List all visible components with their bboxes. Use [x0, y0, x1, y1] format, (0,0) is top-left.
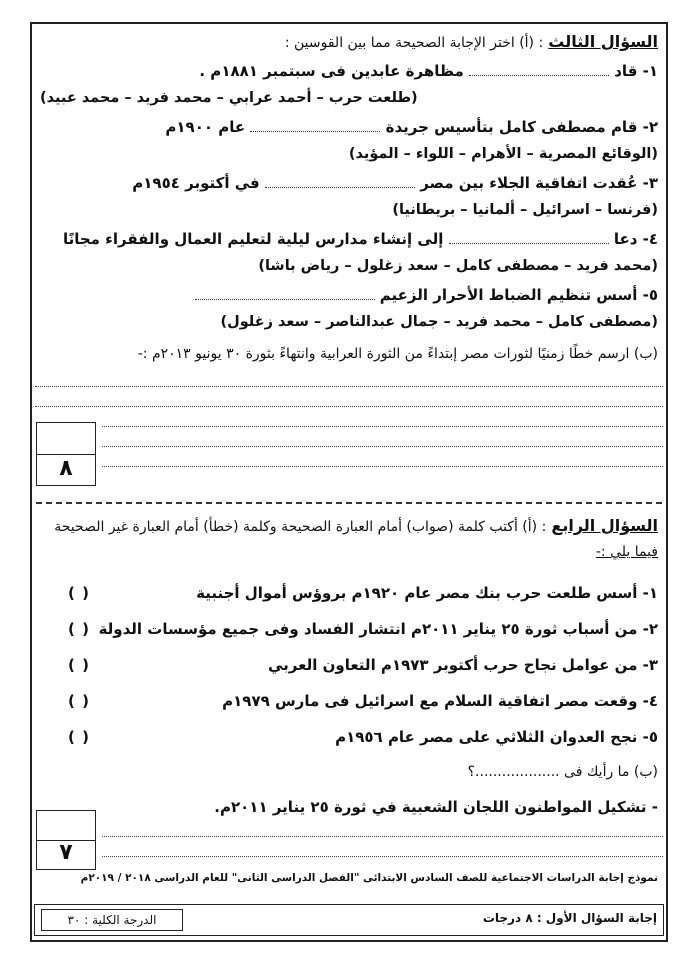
q3-instruction: : (أ) اختر الإجابة الصحيحة مما بين القوسين :	[284, 35, 544, 51]
q4-item-3: ٣- من عوامل نجاح حرب أكتوبر ١٩٧٣م التعاون العربي	[267, 656, 658, 674]
section-divider	[36, 502, 662, 504]
q4-mark-box	[36, 810, 96, 870]
q4-answer-5[interactable]: ( )	[68, 728, 90, 746]
q3-mark: ٨	[59, 456, 73, 481]
q4-item-1: ١- أسس طلعت حرب بنك مصر عام ١٩٢٠م بروؤس أموال أجنبية	[196, 584, 658, 602]
answer-blank[interactable]	[250, 119, 380, 132]
q3-part-b: (ب) ارسم خطًا زمنيًا لثورات مصر إبتداءً من الثورة العرابية وانتهاءً بثورة ٣٠ يونيو ٢٠١٣م :-	[137, 346, 658, 362]
answer-blank[interactable]	[449, 231, 609, 244]
answer-blank[interactable]	[265, 175, 415, 188]
q3-item-1	[199, 62, 658, 80]
answer-title: إجابة السؤال الأول : ٨ درجات	[482, 911, 657, 925]
q3-item-4-text: ٤- دعا	[613, 230, 658, 248]
q4-instruction-cont: فيما يلي :-	[595, 544, 658, 560]
exam-page	[30, 22, 668, 942]
q3-header	[285, 32, 658, 51]
q3-item-1-after: مظاهرة عابدين فى سبتمبر ١٨٨١م .	[199, 62, 464, 80]
q4-answer-4[interactable]: ( )	[68, 692, 90, 710]
q4-header	[54, 516, 658, 535]
q3-item-2-options: (الوقائع المصرية – الأهرام – اللواء – المؤيد)	[348, 146, 658, 162]
writing-line[interactable]	[35, 406, 663, 407]
q4-answer-1[interactable]: ( )	[68, 584, 90, 602]
q3-item-4	[63, 230, 658, 248]
q3-item-3	[132, 174, 658, 192]
q3-title: السؤال الثالث	[548, 32, 658, 51]
footer-box	[34, 904, 664, 936]
q4-answer-2[interactable]: ( )	[68, 620, 90, 638]
q3-mark-box	[36, 422, 96, 486]
answer-blank[interactable]	[195, 287, 375, 300]
writing-line[interactable]	[35, 386, 663, 387]
q3-item-3-text: ٣- عُقدت اتفاقية الجلاء بين مصر	[420, 174, 658, 192]
writing-line[interactable]	[102, 856, 663, 857]
answer-blank[interactable]	[469, 63, 609, 76]
q4-item-4: ٤- وقعت مصر اتفاقية السلام مع اسرائيل فى مارس ١٩٧٩م	[222, 692, 658, 710]
footer-caption: نموذج إجابة الدراسات الاجتماعية للصف السادس الابتدائى "الفصل الدراسى الثانى" للعام الدراسى ٢٠١٨ / ٢٠١٩م	[80, 872, 658, 884]
q3-item-4-options: (محمد فريد – مصطفى كامل – سعد زغلول – رياض باشا)	[258, 258, 658, 274]
q3-item-1-options: (طلعت حرب – أحمد عرابي – محمد فريد – محمد عبيد)	[40, 90, 418, 106]
q4-item-5: ٥- نجح العدوان الثلاثي على مصر عام ١٩٥٦م	[335, 728, 658, 746]
q4-mark: ٧	[59, 840, 73, 865]
q4-item-2: ٢- من أسباب ثورة ٢٥ يناير ٢٠١١م انتشار الفساد وفى جميع مؤسسات الدولة	[98, 620, 658, 638]
q3-item-2-after: عام ١٩٠٠م	[165, 118, 246, 136]
q3-item-3-options: (فرنسا – اسرائيل – ألمانيا – بريطانيا)	[392, 202, 658, 218]
q4-title: السؤال الرابع	[551, 516, 658, 535]
q4-opinion-item: - تشكيل المواطنون اللجان الشعبية في ثورة ٢٥ يناير ٢٠١١م.	[214, 798, 658, 816]
q3-item-2	[165, 118, 658, 136]
writing-line[interactable]	[102, 836, 663, 837]
q3-item-3-after: في أكتوبر ١٩٥٤م	[132, 174, 260, 192]
q3-item-4-after: إلى إنشاء مدارس ليلية لتعليم العمال والفقراء مجانًا	[62, 230, 444, 248]
q3-item-5-options: (مصطفى كامل – محمد فريد – جمال عبدالناصر – سعد زغلول)	[220, 314, 658, 330]
writing-line[interactable]	[102, 466, 663, 467]
q3-item-5	[195, 286, 658, 304]
total-score: الدرجة الكلية : ٣٠	[41, 909, 183, 931]
q3-item-1-text: ١- قاد	[614, 62, 658, 80]
writing-line[interactable]	[102, 426, 663, 427]
q4-instruction: : (أ) أكتب كلمة (صواب) أمام العبارة الصحيحة وكلمة (خطأ) أمام العبارة غير الصحيحة	[54, 519, 547, 535]
q3-item-5-text: ٥- أسس تنظيم الضباط الأحرار الزعيم	[379, 286, 658, 304]
q4-part-b: (ب) ما رأيك فى ...................؟	[467, 764, 658, 780]
q4-answer-3[interactable]: ( )	[68, 656, 90, 674]
q3-item-2-text: ٢- قام مصطفى كامل بتأسيس جريدة	[385, 118, 658, 136]
writing-line[interactable]	[102, 446, 663, 447]
